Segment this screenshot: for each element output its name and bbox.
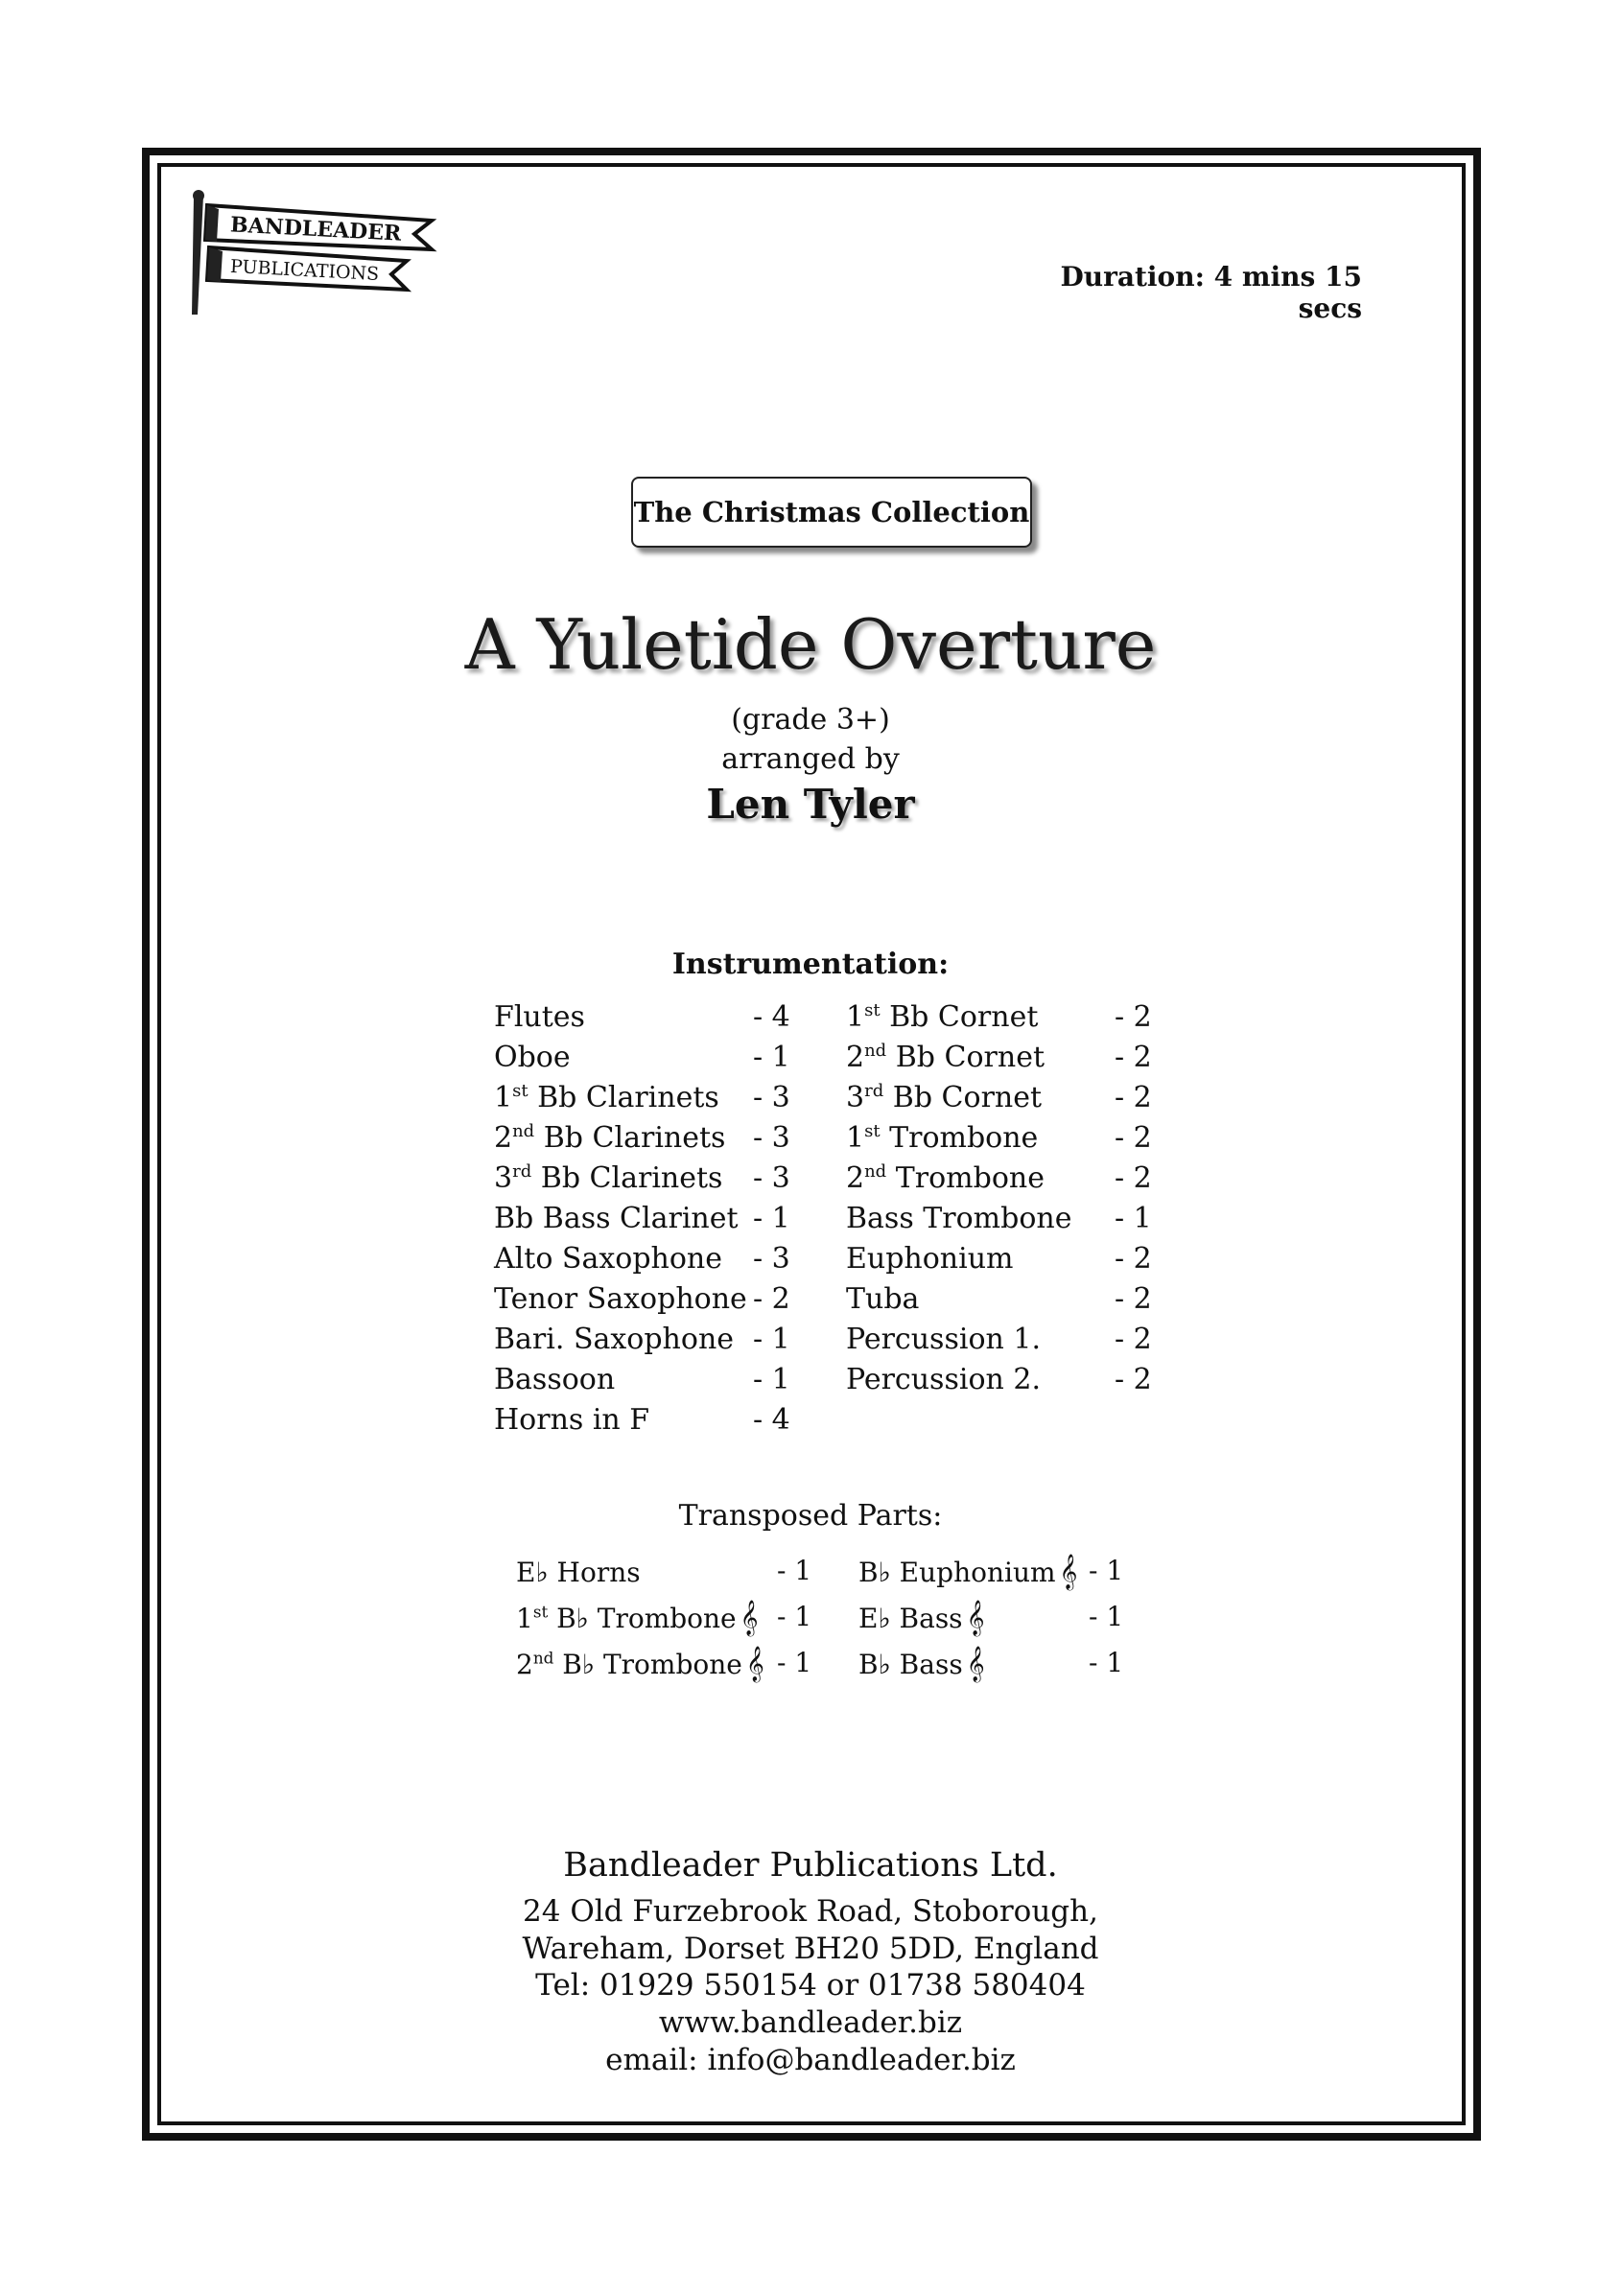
instrument-name: Bassoon [494, 1363, 616, 1396]
instrument-count: - 2 [1115, 1323, 1152, 1356]
treble-clef-icon: 𝄞 [745, 1645, 764, 1681]
instrument-count: - 2 [1115, 1161, 1152, 1195]
page-border-inner [157, 163, 1466, 2125]
instrument-name: Euphonium [846, 1242, 1014, 1276]
collection-badge: The Christmas Collection [631, 477, 1032, 548]
instrument-count: - 2 [753, 1282, 790, 1316]
treble-clef-icon: 𝄞 [740, 1599, 759, 1635]
instrument-name: 3rd Bb Clarinets [494, 1161, 723, 1195]
arranger-name: Len Tyler [706, 781, 915, 828]
instrument-count: - 1 [753, 1363, 790, 1396]
transposed-part-count: - 1 [1089, 1555, 1124, 1586]
instrument-count: - 2 [1115, 1242, 1152, 1276]
transposed-part-name: E♭ Horns [516, 1557, 641, 1588]
bandleader-logo [180, 188, 487, 322]
instrument-name: 2nd Bb Clarinets [494, 1121, 726, 1155]
instrument-count: - 2 [1115, 1282, 1152, 1316]
instrument-count: - 3 [753, 1242, 790, 1276]
instrument-name: Percussion 2. [846, 1363, 1041, 1396]
instrument-name: Bari. Saxophone [494, 1323, 735, 1356]
instrument-name: Bass Trombone [846, 1202, 1072, 1235]
transposed-part-count: - 1 [777, 1601, 812, 1632]
transposed-part-name: E♭ Bass 𝄞 [858, 1599, 985, 1635]
svg-text:BANDLEADER: BANDLEADER [229, 212, 402, 246]
instrument-count: - 2 [1115, 1121, 1152, 1155]
instrument-name: Percussion 1. [846, 1323, 1041, 1356]
instrument-count: - 3 [753, 1121, 790, 1155]
transposed-part-name: 1st B♭ Trombone 𝄞 [516, 1599, 759, 1635]
publisher-address-line1: 24 Old Furzebrook Road, Stoborough, [523, 1894, 1098, 1929]
instrument-name: Horns in F [494, 1403, 650, 1437]
instrument-count: - 3 [753, 1161, 790, 1195]
instrument-name: Bb Bass Clarinet [494, 1202, 739, 1235]
publisher-address-line2: Wareham, Dorset BH20 5DD, England [522, 1932, 1099, 1966]
treble-clef-icon: 𝄞 [966, 1599, 985, 1635]
svg-text:PUBLICATIONS: PUBLICATIONS [229, 255, 380, 286]
grade-label: (grade 3+) [731, 703, 890, 737]
instrument-name: Oboe [494, 1041, 571, 1074]
instrument-name: 1st Bb Cornet [846, 1000, 1039, 1034]
instrumentation-heading: Instrumentation: [671, 948, 950, 981]
instrument-name: 3rd Bb Cornet [846, 1081, 1043, 1114]
treble-clef-icon: 𝄞 [966, 1645, 985, 1681]
instrument-count: - 3 [753, 1081, 790, 1114]
transposed-part-name: 2nd B♭ Trombone 𝄞 [516, 1645, 764, 1681]
publisher-email: email: info@bandleader.biz [605, 2043, 1016, 2077]
publisher-website: www.bandleader.biz [658, 2005, 963, 2040]
instrument-name: Tuba [846, 1282, 920, 1316]
instrument-count: - 2 [1115, 1363, 1152, 1396]
instrument-name: Alto Saxophone [494, 1242, 722, 1276]
transposed-part-name: B♭ Euphonium 𝄞 [858, 1553, 1078, 1589]
publisher-telephone: Tel: 01929 550154 or 01738 580404 [535, 1968, 1086, 2003]
duration-label: Duration: 4 mins 15 secs [1060, 261, 1362, 324]
transposed-part-name: B♭ Bass 𝄞 [858, 1645, 985, 1681]
transposed-part-count: - 1 [1089, 1601, 1124, 1632]
instrument-count: - 2 [1115, 1081, 1152, 1114]
instrument-name: 2nd Trombone [846, 1161, 1045, 1195]
transposed-part-count: - 1 [777, 1555, 812, 1586]
publisher-name: Bandleader Publications Ltd. [563, 1846, 1058, 1885]
treble-clef-icon: 𝄞 [1059, 1553, 1078, 1589]
instrument-count: - 1 [753, 1323, 790, 1356]
arranged-by-label: arranged by [721, 742, 900, 776]
piece-title: A Yuletide Overture [464, 604, 1157, 685]
instrument-name: 1st Trombone [846, 1121, 1039, 1155]
transposed-part-count: - 1 [777, 1647, 812, 1678]
instrument-count: - 2 [1115, 1000, 1152, 1034]
instrument-name: 2nd Bb Cornet [846, 1041, 1045, 1074]
instrument-count: - 2 [1115, 1041, 1152, 1074]
instrument-name: Flutes [494, 1000, 585, 1034]
instrument-count: - 4 [753, 1000, 790, 1034]
transposed-part-count: - 1 [1089, 1647, 1124, 1678]
instrument-count: - 1 [753, 1041, 790, 1074]
instrument-name: 1st Bb Clarinets [494, 1081, 719, 1114]
instrument-name: Tenor Saxophone [494, 1282, 747, 1316]
instrument-count: - 4 [753, 1403, 790, 1437]
transposed-parts-heading: Transposed Parts: [678, 1499, 943, 1533]
instrument-count: - 1 [753, 1202, 790, 1235]
instrument-count: - 1 [1115, 1202, 1152, 1235]
